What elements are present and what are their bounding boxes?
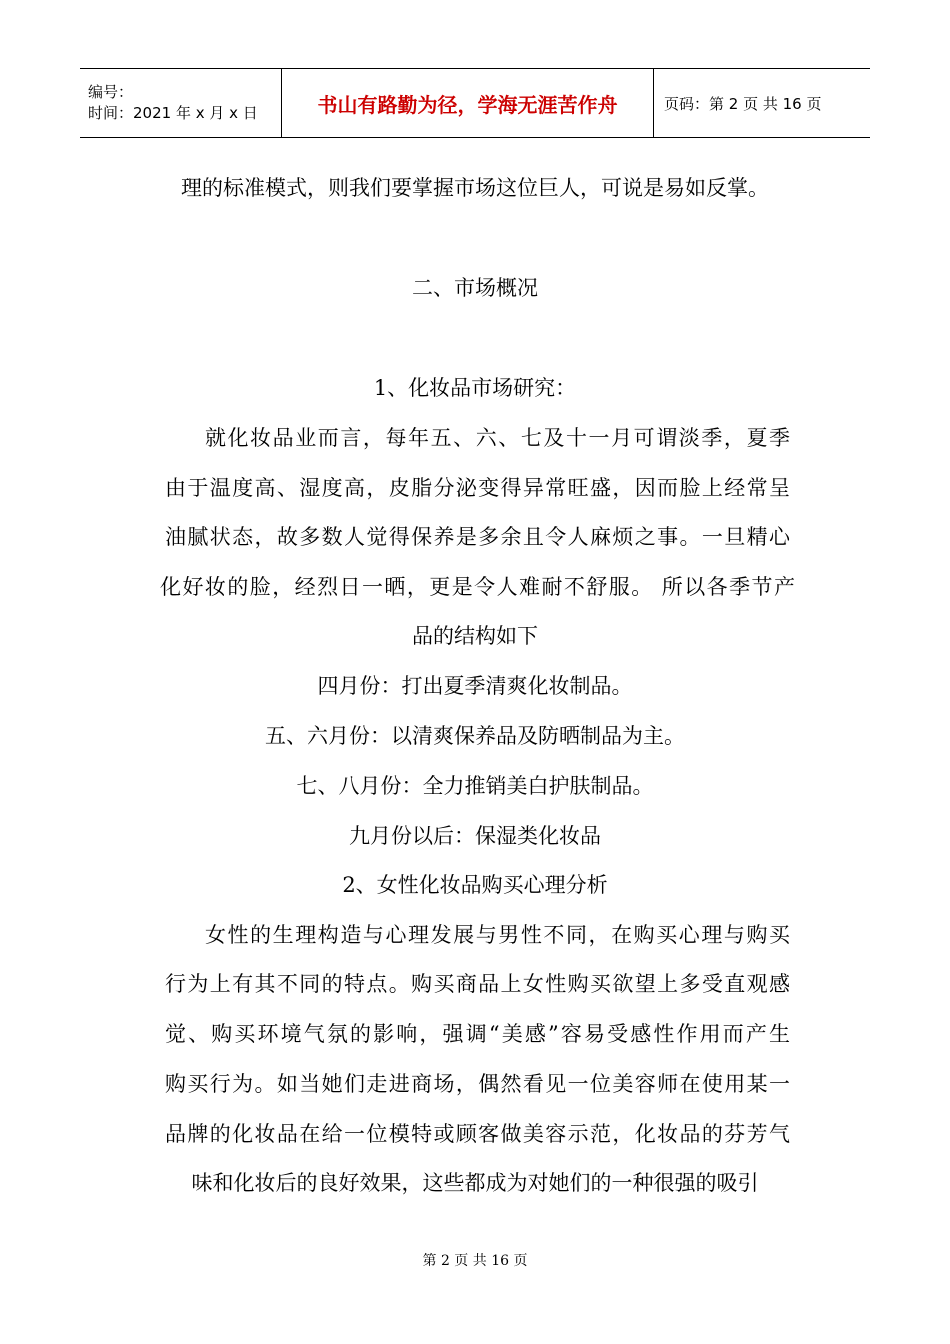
body-line: 品牌的化妆品在给一位模特或顾客做美容示范，化妆品的芬芳气 <box>165 1122 790 1146</box>
header-motto-cell <box>282 69 654 137</box>
body-line: 理的标准模式，则我们要掌握市场这位巨人，可说是易如反掌。 <box>181 176 769 200</box>
body-line: 觉、购买环境气氛的影响，强调“美感”容易受感性作用而产生 <box>165 1022 790 1046</box>
body-line: 油腻状态，故多数人觉得保养是多余且令人麻烦之事。一旦精心 <box>165 525 790 549</box>
number-label: 编号： <box>88 83 134 101</box>
page-footer: 第 2 页 共 16 页 <box>422 1253 528 1269</box>
section-heading: 二、市场概况 <box>412 276 538 300</box>
body-line: 四月份：打出夏季清爽化妆制品。 <box>317 674 633 698</box>
paragraph-first-line: 女性的生理构造与心理发展与男性不同，在购买心理与购买 <box>205 923 790 947</box>
header-meta <box>80 69 282 137</box>
body-line: 味和化妆后的良好效果，这些都成为对她们的一种很强的吸引 <box>191 1171 759 1195</box>
body-line: 购买行为。如当她们走进商场，偶然看见一位美容师在使用某一 <box>165 1072 790 1096</box>
header-motto: 书山有路勤为径，学海无涯苦作舟 <box>317 92 618 117</box>
body-line: 九月份以后：保湿类化妆品 <box>349 824 601 848</box>
date-label: 时间：2021 年 x 月 x 日 <box>88 104 258 122</box>
body-line: 五、六月份：以清爽保养品及防晒制品为主。 <box>265 724 685 748</box>
body-line: 由于温度高、湿度高，皮脂分泌变得异常旺盛，因而脸上经常呈 <box>165 476 790 500</box>
body-line: 化好妆的脸，经烈日一晒，更是令人难耐不舒服。 所以各季节产 <box>160 575 795 599</box>
body-line: 七、八月份：全力推销美白护肤制品。 <box>296 774 654 798</box>
subsection-heading: 2、女性化妆品购买心理分析 <box>342 873 608 897</box>
header-page-info <box>654 69 870 137</box>
page-info-text: 页码：第 2 页 共 16 页 <box>664 94 822 113</box>
paragraph-first-line: 就化妆品业而言，每年五、六、七及十一月可谓淡季，夏季 <box>205 426 790 450</box>
body-line: 行为上有其不同的特点。购买商品上女性购买欲望上多受直观感 <box>165 972 790 996</box>
document-header <box>80 68 870 138</box>
body-line: 品的结构如下 <box>412 624 538 648</box>
subsection-heading: 1、化妆品市场研究： <box>373 376 577 400</box>
